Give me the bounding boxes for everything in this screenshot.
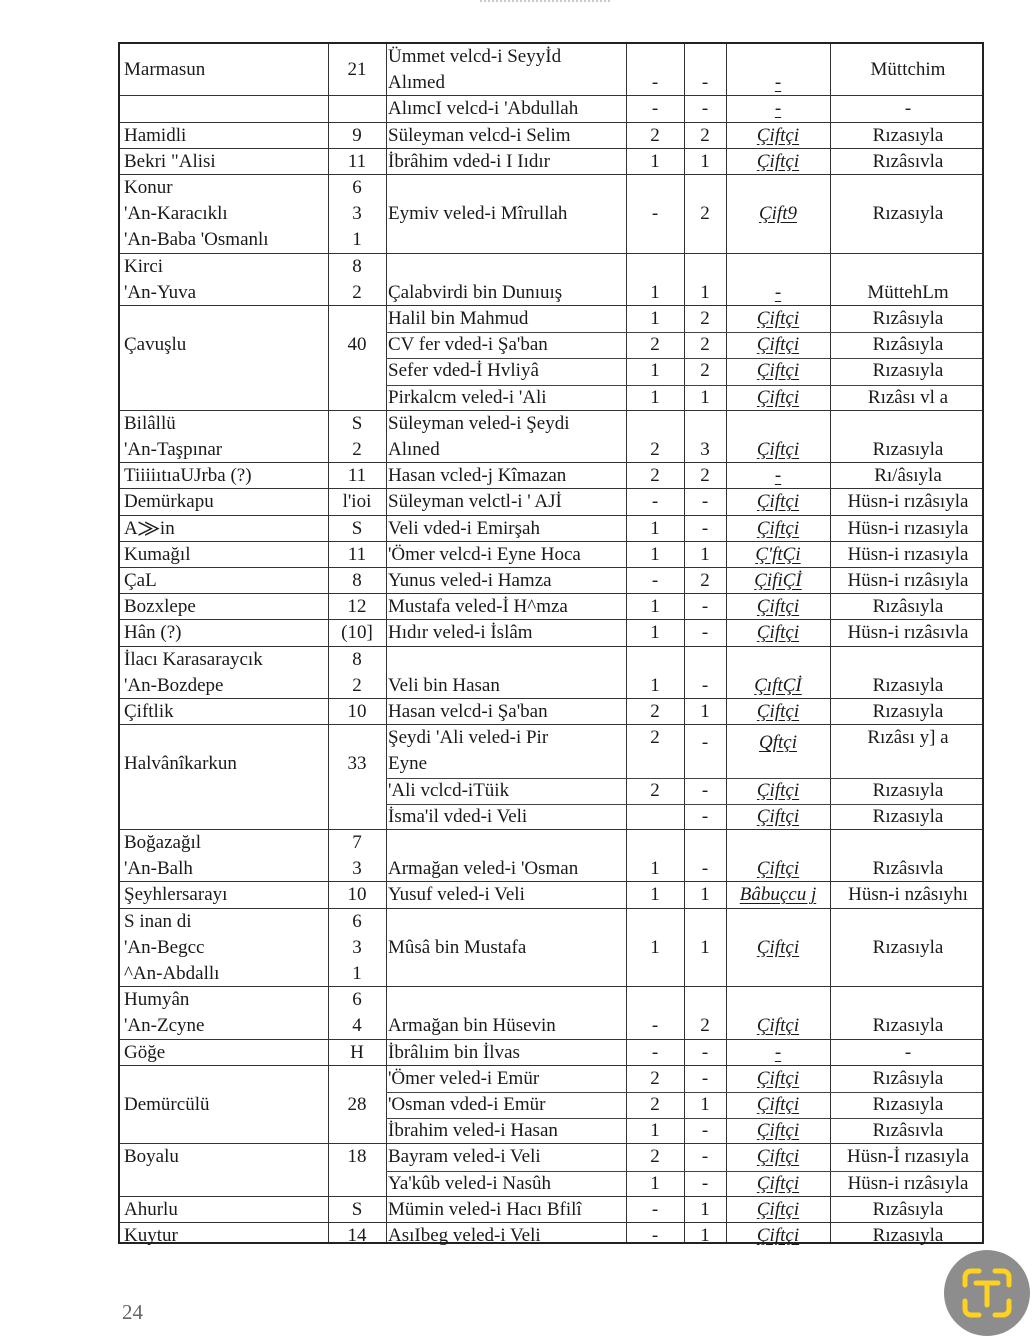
cell-c1: 2	[650, 438, 660, 460]
table-row	[120, 1223, 982, 1249]
cell-c3: ÇifiÇİ	[754, 570, 802, 591]
cell-c1: 2	[650, 334, 660, 356]
cell-c3: Çiftçi	[756, 308, 800, 329]
cell-heir: Çalabvirdi bin Dunıuış	[388, 281, 563, 303]
cell-place: A⨠in	[124, 517, 175, 539]
cell-heir: Armağan veled-i 'Osman	[388, 858, 579, 880]
table-row	[120, 463, 982, 489]
cell-c4: Hüsn-İ rızasıyla	[847, 1146, 969, 1168]
cell-num: 14	[347, 1225, 367, 1246]
cell-heir: İbrahim veled-i Hasan	[388, 1120, 558, 1142]
cell-heir: Pirkalcm veled-i 'Ali	[388, 386, 547, 408]
cell-place: Konur	[124, 177, 173, 198]
cell-place: S inan di	[124, 910, 192, 932]
cell-c3: ÇıftÇİ	[754, 674, 802, 696]
cell-num: S	[351, 412, 363, 434]
cell-c1: 1	[650, 360, 660, 382]
cell-place: Göğe	[124, 1041, 166, 1063]
cell-place: Boğazağıl	[124, 832, 202, 853]
table-row	[120, 489, 982, 515]
cell-place: 'An-Balh	[124, 858, 193, 880]
cell-c3: Çiftçi	[756, 1093, 800, 1115]
cell-heir: AlımcI velcd-i 'Abdullah	[388, 98, 579, 120]
cell-c1: -	[651, 570, 659, 591]
cell-c4: Rızasıyla	[872, 360, 944, 382]
cell-c4: Rızâsı vl a	[867, 386, 949, 408]
cell-c3: Çiftçi	[756, 360, 800, 382]
cell-heir: Ümmet velcd-i Seyyİd	[388, 46, 562, 67]
cell-c4: Hüsn-i nzâsıyhı	[848, 884, 968, 906]
cell-heir: Mustafa veled-İ H^mza	[388, 596, 568, 618]
cell-num: H	[350, 1041, 364, 1063]
scan-artifact	[480, 0, 610, 8]
text-recognition-icon	[959, 1265, 1015, 1321]
cell-c3: Çiftçi	[756, 805, 800, 827]
cell-heir: Yusuf veled-i Veli	[388, 884, 525, 906]
cell-c1: 2	[650, 779, 660, 801]
cell-c4: Rızâsıyla	[872, 1067, 944, 1089]
cell-c2: 2	[700, 203, 710, 225]
cell-place: Kuytur	[124, 1225, 178, 1246]
cell-place: Bozxlepe	[124, 596, 196, 618]
cell-c4: Rızasıyla	[872, 203, 944, 225]
cell-place: 'An-Bozdepe	[124, 674, 224, 696]
cell-c3: Çiftçi	[756, 150, 800, 172]
cell-c3: Çiftçi	[756, 701, 800, 722]
cell-heir: Süleyman veled-i Şeydi	[388, 412, 570, 434]
cell-heir: Süleyman velctl-i ' AJİ	[388, 491, 562, 513]
cell-c2: 1	[700, 1225, 710, 1246]
cell-c3: Çiftçi	[756, 1172, 800, 1194]
cell-num: 2	[352, 674, 362, 696]
cell-c4: Hüsn-i rızasıyla	[847, 517, 969, 539]
cell-c2: 2	[700, 334, 710, 356]
cell-heir: 'Ali vclcd-iTüik	[388, 779, 510, 801]
cell-c1: 2	[650, 465, 660, 487]
cell-c2: -	[701, 1067, 709, 1089]
cell-c3: Qftçi	[759, 732, 797, 754]
cell-c2: 1	[700, 281, 710, 303]
cell-c1: 1	[650, 543, 660, 565]
cell-num: 8	[352, 648, 362, 670]
cell-c4: Rızasıyla	[872, 1015, 944, 1037]
cell-place: Ahurlu	[124, 1198, 178, 1220]
cell-c1: 1	[650, 884, 660, 906]
cell-heir: Alımed	[388, 72, 445, 94]
cell-c3: Çiftçi	[756, 858, 800, 880]
cell-c2: -	[701, 805, 709, 827]
land-register-table	[118, 42, 984, 1244]
cell-num: 2	[352, 438, 362, 460]
cell-c2: 2	[700, 360, 710, 382]
cell-heir: Halil bin Mahmud	[388, 308, 529, 329]
cell-num: 3	[352, 203, 362, 225]
cell-c2: -	[701, 1146, 709, 1168]
cell-place: Şeyhlersarayı	[124, 884, 228, 906]
cell-c3: Çiftçi	[756, 334, 800, 356]
cell-num: 21	[347, 59, 367, 81]
cell-place: Halvânîkarkun	[124, 753, 237, 775]
cell-num: 11	[347, 543, 367, 565]
cell-c4: Rızâsı y] a	[867, 727, 949, 749]
cell-num: 18	[347, 1146, 367, 1168]
cell-heir: AsıIbeg veled-i Veli	[388, 1225, 541, 1246]
cell-heir: CV fer vded-i Şa'ban	[388, 334, 548, 356]
cell-heir: Mûsâ bin Mustafa	[388, 936, 527, 958]
table-row	[120, 1040, 982, 1066]
cell-c1: 1	[650, 150, 660, 172]
cell-c4: Hüsn-i rızâsıyla	[847, 1172, 969, 1194]
cell-c2: -	[701, 779, 709, 801]
cell-c4: Rızâsıyla	[872, 1198, 944, 1220]
cell-c2: 1	[700, 1093, 710, 1115]
cell-c3: Çiftçi	[756, 936, 800, 958]
cell-place: Humyân	[124, 989, 190, 1011]
cell-num: 1	[352, 229, 362, 251]
cell-c3: Çiftçi	[756, 491, 800, 513]
cell-num: 9	[352, 124, 362, 146]
cell-c1: 1	[650, 622, 660, 644]
cell-c2: -	[701, 1120, 709, 1142]
cell-num: 11	[347, 465, 367, 487]
cell-c4: -	[904, 1041, 912, 1063]
cell-c2: 1	[700, 701, 710, 722]
cell-c3: Çiftçi	[756, 622, 800, 644]
table-row	[120, 830, 982, 882]
cell-c2: 2	[700, 465, 710, 487]
cell-c4: Rızasıyla	[872, 936, 944, 958]
cell-c1: 2	[650, 701, 660, 722]
cell-num: 3	[352, 858, 362, 880]
cell-c4: Rızâsıvla	[872, 858, 944, 880]
cell-c4: Rızasıyla	[872, 1093, 944, 1115]
cell-place: Hân (?)	[124, 622, 182, 644]
cell-num: S	[351, 1198, 363, 1220]
cell-c2: -	[701, 596, 709, 618]
cell-heir: Yunus veled-i Hamza	[388, 570, 552, 591]
cell-c4: Rızasıyla	[872, 1225, 944, 1246]
cell-c2: -	[701, 491, 709, 513]
cell-place: Marmasun	[124, 59, 206, 81]
cell-c3: -	[774, 72, 782, 94]
cell-c2: -	[701, 732, 709, 754]
cell-c2: -	[701, 1172, 709, 1194]
cell-c1: -	[651, 1041, 659, 1063]
text-scan-button[interactable]	[944, 1250, 1030, 1336]
cell-c2: -	[701, 622, 709, 644]
cell-c1: 1	[650, 1120, 660, 1142]
cell-c1: -	[651, 491, 659, 513]
cell-heir: Hasan vcled-j Kîmazan	[388, 465, 567, 487]
cell-c3: Çiftçi	[756, 1120, 800, 1142]
cell-heir: Hasan velcd-i Şa'ban	[388, 701, 548, 722]
cell-c3: Çift9	[758, 203, 797, 225]
table-row	[120, 123, 982, 149]
cell-c3: Çiftçi	[756, 1015, 800, 1037]
table-row	[120, 647, 982, 699]
cell-num: 6	[352, 910, 362, 932]
cell-num: 28	[347, 1093, 367, 1115]
cell-num: 8	[352, 570, 362, 591]
cell-c2: 2	[700, 308, 710, 329]
cell-c3: -	[774, 465, 782, 487]
cell-c2: 3	[700, 438, 710, 460]
cell-c3: Çiftçi	[756, 1146, 800, 1168]
cell-c1: 2	[650, 1146, 660, 1168]
cell-c4: Rızâsıyla	[872, 308, 944, 329]
cell-c4: Hüsn-i rızâsıyla	[847, 570, 969, 591]
cell-c2: 2	[700, 1015, 710, 1037]
cell-c3: Çiftçi	[756, 438, 800, 460]
cell-c2: 1	[700, 543, 710, 565]
cell-c2: -	[701, 517, 709, 539]
cell-heir: 'Ömer veled-i Emür	[388, 1067, 540, 1089]
cell-c4: Hüsn-i rızâsıyla	[847, 491, 969, 513]
cell-num: 12	[347, 596, 367, 618]
cell-c4: Rızasıyla	[872, 701, 944, 722]
cell-c1: 1	[650, 1172, 660, 1194]
cell-place: ^An-Abdallı	[124, 962, 220, 984]
cell-place: Çavuşlu	[124, 334, 187, 356]
cell-heir: Şeydi 'Ali veled-i Pir	[388, 727, 549, 749]
table-row	[120, 516, 982, 542]
table-row	[120, 411, 982, 463]
cell-c3: -	[774, 98, 782, 120]
cell-c2: -	[701, 1041, 709, 1063]
cell-c4: Hüsn-i rızâsıvla	[847, 622, 969, 644]
cell-c3: Çiftçi	[756, 517, 800, 539]
cell-c1: -	[651, 72, 659, 94]
cell-c4: Rızasıyla	[872, 674, 944, 696]
cell-num: 7	[352, 832, 362, 853]
cell-place: Boyalu	[124, 1146, 179, 1168]
cell-heir: Eymiv veled-i Mîrullah	[388, 203, 568, 225]
table-row	[120, 882, 982, 908]
cell-c4: Rızâsıvla	[872, 1120, 944, 1142]
cell-num: 6	[352, 177, 362, 198]
cell-num: 33	[347, 753, 367, 775]
cell-c3: Ç'ftÇi	[755, 543, 801, 565]
cell-heir: Mümin veled-i Hacı Bfilî	[388, 1198, 582, 1220]
cell-num: 1	[352, 962, 362, 984]
cell-heir: Eyne	[388, 753, 428, 775]
cell-c4: Rızâsıvla	[872, 150, 944, 172]
cell-heir: Hıdır veled-i İslâm	[388, 622, 533, 644]
table-row	[120, 568, 982, 594]
cell-c1: 1	[650, 281, 660, 303]
cell-num: l'ioi	[342, 491, 372, 513]
cell-place: 'An-Yuva	[124, 281, 197, 303]
table-row	[120, 620, 982, 646]
table-row	[120, 1066, 982, 1145]
cell-c4: MüttehLm	[867, 281, 949, 303]
cell-heir: 'Ömer velcd-i Eyne Hoca	[388, 543, 581, 565]
cell-c2: 2	[700, 570, 710, 591]
cell-place: Kumağıl	[124, 543, 191, 565]
cell-num: (10]	[341, 622, 373, 644]
cell-c1: 1	[650, 386, 660, 408]
cell-c2: 2	[700, 124, 710, 146]
cell-c1: 1	[650, 674, 660, 696]
cell-place: 'An-Begcc	[124, 936, 205, 958]
cell-c1: 1	[650, 517, 660, 539]
cell-place: Çiftlik	[124, 701, 174, 722]
cell-c3: Çiftçi	[756, 596, 800, 618]
cell-heir: İsma'il vded-i Veli	[388, 805, 528, 827]
cell-place: 'An-Baba 'Osmanlı	[124, 229, 269, 251]
cell-c1: 2	[650, 1093, 660, 1115]
cell-c1: 2	[650, 1067, 660, 1089]
cell-c1: -	[651, 98, 659, 120]
cell-c4: Rı/âsıyla	[874, 465, 942, 487]
table-row	[120, 1197, 982, 1223]
cell-heir: Veli bin Hasan	[388, 674, 500, 696]
cell-c4: Rızasıyla	[872, 124, 944, 146]
cell-c2: 1	[700, 386, 710, 408]
cell-c3: Çiftçi	[756, 124, 800, 146]
cell-c3: Çiftçi	[756, 779, 800, 801]
cell-place: Bekri "Alisi	[124, 150, 216, 172]
cell-c4: Müttchim	[870, 59, 946, 81]
cell-c1: 1	[650, 858, 660, 880]
cell-heir: 'Osman vded-i Emür	[388, 1093, 546, 1115]
cell-c2: 1	[700, 1198, 710, 1220]
page-number: 24	[122, 1300, 143, 1324]
table-row	[120, 96, 982, 122]
table-row	[120, 987, 982, 1039]
cell-heir: Alıned	[388, 438, 440, 460]
cell-c3: Bâbuçcu j	[739, 884, 817, 906]
cell-c3: -	[774, 1041, 782, 1063]
table-row	[120, 699, 982, 725]
cell-place: Hamidli	[124, 124, 187, 146]
cell-c3: -	[774, 281, 782, 303]
cell-num: 10	[347, 884, 367, 906]
cell-c3: Çiftçi	[756, 1198, 800, 1220]
table-row	[120, 542, 982, 568]
cell-place: TiiiiıtıaUJrba (?)	[124, 465, 252, 487]
table-row	[120, 909, 982, 988]
cell-c4: Rızâsıyla	[872, 596, 944, 618]
cell-place: ÇaL	[124, 570, 157, 591]
table-row	[120, 306, 982, 411]
cell-c2: -	[701, 674, 709, 696]
cell-c2: 1	[700, 884, 710, 906]
cell-heir: Süleyman velcd-i Selim	[388, 124, 571, 146]
cell-c3: Çiftçi	[756, 1225, 800, 1246]
cell-place: 'An-Zcyne	[124, 1015, 205, 1037]
cell-c1: -	[651, 1015, 659, 1037]
cell-heir: Ya'kûb veled-i Nasûh	[388, 1172, 551, 1194]
cell-c1: 1	[650, 936, 660, 958]
cell-c2: -	[701, 72, 709, 94]
cell-c1: 1	[650, 308, 660, 329]
cell-c1: -	[651, 1198, 659, 1220]
cell-place: Demürcülü	[124, 1093, 210, 1115]
cell-num: 2	[352, 281, 362, 303]
cell-c1: 1	[650, 596, 660, 618]
cell-c4: -	[904, 98, 912, 120]
cell-heir: İbrâhim vded-i I Iıdır	[388, 150, 550, 172]
cell-c4: Rızasıyla	[872, 805, 944, 827]
table-row	[120, 594, 982, 620]
cell-place: Demürkapu	[124, 491, 214, 513]
cell-num: 10	[347, 701, 367, 722]
cell-num: S	[351, 517, 363, 539]
table-row	[120, 175, 982, 254]
table-row	[120, 44, 982, 96]
cell-num: 40	[347, 334, 367, 356]
table-row	[120, 1144, 982, 1196]
cell-heir: İbrâlıim bin İlvas	[388, 1041, 520, 1063]
cell-num: 11	[347, 150, 367, 172]
cell-place: Kirci	[124, 255, 164, 277]
cell-heir: Bayram veled-i Veli	[388, 1146, 541, 1168]
cell-heir: Veli vded-i Emirşah	[388, 517, 540, 539]
cell-c1: -	[651, 1225, 659, 1246]
cell-c1: 2	[650, 124, 660, 146]
cell-place: Bilâllü	[124, 412, 176, 434]
cell-num: 6	[352, 989, 362, 1011]
cell-c4: Rızâsıyla	[872, 334, 944, 356]
cell-heir: Sefer vded-İ Hvliyâ	[388, 360, 539, 382]
cell-c2: 1	[700, 936, 710, 958]
cell-c4: Rızasıyla	[872, 779, 944, 801]
cell-place: 'An-Karacıklı	[124, 203, 228, 225]
cell-num: 4	[352, 1015, 362, 1037]
cell-place: İlacı Karasaraycık	[124, 648, 263, 670]
table-row	[120, 254, 982, 306]
cell-c3: Çiftçi	[756, 1067, 800, 1089]
cell-c2: 1	[700, 150, 710, 172]
cell-place: 'An-Taşpınar	[124, 438, 223, 460]
table-row	[120, 149, 982, 175]
cell-c3: Çiftçi	[756, 386, 800, 408]
cell-c1: 2	[650, 727, 660, 749]
cell-c2: -	[701, 98, 709, 120]
cell-c1: -	[651, 203, 659, 225]
table-row	[120, 725, 982, 830]
cell-num: 8	[352, 255, 362, 277]
cell-heir: Armağan bin Hüsevin	[388, 1015, 556, 1037]
cell-c2: -	[701, 858, 709, 880]
cell-c4: Rızasıyla	[872, 438, 944, 460]
cell-num: 3	[352, 936, 362, 958]
cell-c4: Hüsn-i rızasıyla	[847, 543, 969, 565]
